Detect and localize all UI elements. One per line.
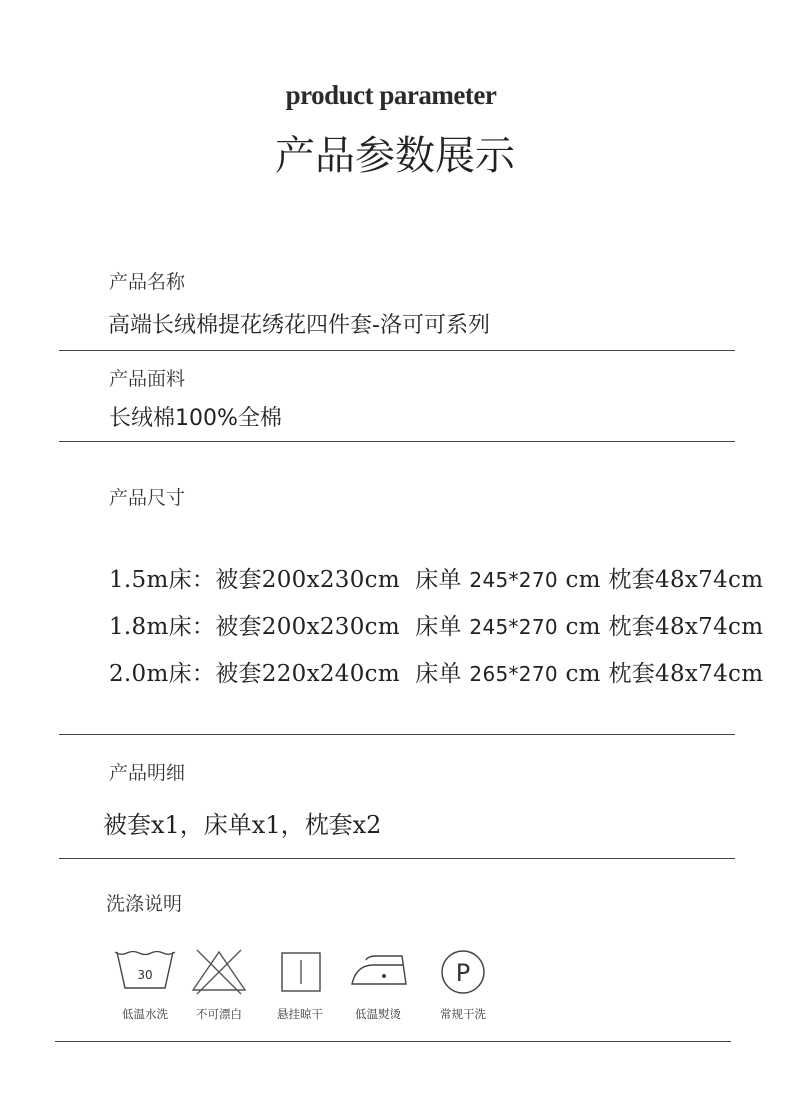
- dry-clean-letter: P: [455, 959, 471, 987]
- bed-size: 1.8m床：: [109, 614, 216, 640]
- bed-size: 1.5m床：: [109, 567, 216, 593]
- page-title: 产品参数展示: [275, 133, 515, 179]
- duvet-size: 被套200x230cm: [215, 567, 400, 593]
- no-bleach-icon: [187, 948, 251, 1000]
- pillow-size: 枕套48x74cm: [608, 567, 764, 593]
- sheet-label: 床单: [415, 567, 462, 593]
- fabric-value: 长绒棉100%全棉: [109, 406, 282, 431]
- care-label: 洗涤说明: [106, 893, 183, 915]
- sheet-size: 245*270: [469, 568, 558, 592]
- size-label: 产品尺寸: [109, 487, 186, 509]
- sheet-unit: cm: [565, 567, 601, 593]
- name-label: 产品名称: [109, 271, 186, 293]
- divider: [59, 441, 735, 442]
- english-title: product parameter: [285, 80, 497, 110]
- divider: [59, 734, 735, 735]
- fabric-label: 产品面料: [109, 368, 186, 390]
- pillow-size: 枕套48x74cm: [608, 661, 764, 687]
- care-item: [179, 948, 259, 1022]
- care-caption: 低温水洗: [122, 1007, 168, 1021]
- care-item: [260, 948, 340, 1022]
- iron-low-icon: [346, 948, 410, 1000]
- sheet-size: 245*270: [469, 615, 558, 639]
- details-value: 被套x1，床单x1，枕套x2: [103, 811, 382, 839]
- care-item: [338, 948, 418, 1022]
- sheet-label: 床单: [415, 614, 462, 640]
- care-caption: 低温熨烫: [355, 1007, 401, 1021]
- wash-30-icon: [113, 948, 177, 1000]
- size-row: [109, 561, 763, 594]
- hang-dry-icon: [268, 948, 332, 1000]
- care-item: [105, 948, 185, 1022]
- size-row: [109, 655, 763, 688]
- wash-temp: 30: [137, 968, 153, 982]
- divider: [59, 858, 735, 859]
- duvet-size: 被套200x230cm: [215, 614, 400, 640]
- sheet-size: 265*270: [469, 662, 558, 686]
- care-caption: 不可漂白: [196, 1007, 242, 1021]
- pillow-size: 枕套48x74cm: [608, 614, 764, 640]
- dry-clean-p-icon: [431, 948, 495, 1000]
- sheet-unit: cm: [565, 661, 601, 687]
- name-value: 高端长绒棉提花绣花四件套-洛可可系列: [108, 313, 490, 338]
- size-row: [109, 608, 763, 641]
- divider: [55, 1041, 731, 1042]
- duvet-size: 被套220x240cm: [215, 661, 400, 687]
- care-caption: 常规干洗: [440, 1007, 486, 1021]
- care-caption: 悬挂晾干: [277, 1007, 323, 1021]
- sheet-unit: cm: [565, 614, 601, 640]
- details-label: 产品明细: [109, 762, 186, 784]
- care-item: [423, 948, 503, 1022]
- divider: [59, 350, 735, 351]
- sheet-label: 床单: [415, 661, 462, 687]
- bed-size: 2.0m床：: [109, 661, 216, 687]
